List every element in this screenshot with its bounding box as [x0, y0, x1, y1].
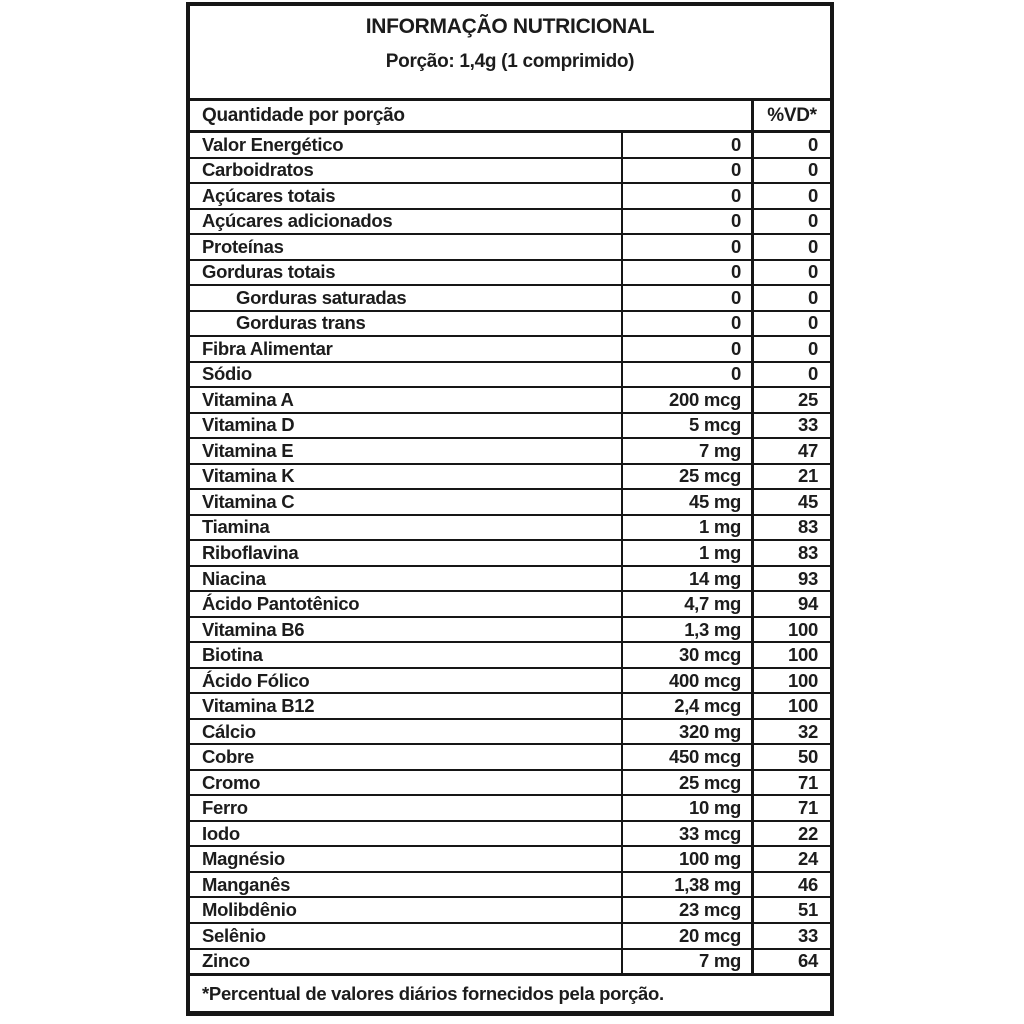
table-row — [190, 692, 830, 718]
table-row — [190, 233, 830, 259]
nutrient-daily-value: 100 — [751, 694, 830, 718]
nutrient-daily-value: 33 — [751, 414, 830, 438]
nutrient-daily-value: 0 — [751, 261, 830, 285]
table-row — [190, 794, 830, 820]
nutrient-daily-value: 32 — [751, 720, 830, 744]
nutrient-daily-value: 94 — [751, 592, 830, 616]
nutrient-amount: 5 mcg — [621, 414, 751, 438]
nutrient-daily-value: 0 — [751, 363, 830, 387]
nutrient-amount: 1,38 mg — [621, 873, 751, 897]
nutrient-name: Vitamina C — [202, 490, 295, 512]
nutrient-daily-value: 0 — [751, 210, 830, 234]
nutrient-daily-value: 50 — [751, 745, 830, 769]
table-row — [190, 157, 830, 183]
table-row — [190, 412, 830, 438]
nutrient-amount: 14 mg — [621, 567, 751, 591]
table-row — [190, 845, 830, 871]
nutrient-daily-value: 100 — [751, 618, 830, 642]
nutrient-amount: 2,4 mcg — [621, 694, 751, 718]
nutrient-amount: 23 mcg — [621, 898, 751, 922]
nutrient-name: Magnésio — [202, 848, 285, 870]
nutrient-daily-value: 0 — [751, 159, 830, 183]
nutrient-daily-value: 51 — [751, 898, 830, 922]
table-row — [190, 463, 830, 489]
nutrient-amount: 0 — [621, 286, 751, 310]
nutrient-daily-value: 0 — [751, 286, 830, 310]
nutrient-name: Cálcio — [202, 720, 256, 742]
nutrient-amount: 200 mcg — [621, 388, 751, 412]
nutrient-name: Ácido Fólico — [202, 669, 310, 691]
table-row — [190, 539, 830, 565]
nutrient-amount: 0 — [621, 337, 751, 361]
table-row — [190, 590, 830, 616]
table-row — [190, 284, 830, 310]
nutrient-daily-value: 93 — [751, 567, 830, 591]
nutrient-amount: 1,3 mg — [621, 618, 751, 642]
table-row — [190, 616, 830, 642]
nutrient-amount: 0 — [621, 184, 751, 208]
table-row — [190, 948, 830, 974]
column-header-quantity: Quantidade por porção — [202, 104, 405, 126]
nutrient-amount: 0 — [621, 312, 751, 336]
nutrient-name: Açúcares adicionados — [202, 210, 393, 232]
nutrient-daily-value: 83 — [751, 516, 830, 540]
nutrient-name: Cobre — [202, 746, 254, 768]
table-row — [190, 718, 830, 744]
nutrient-daily-value: 47 — [751, 439, 830, 463]
nutrient-daily-value: 71 — [751, 796, 830, 820]
table-row — [190, 565, 830, 591]
table-row — [190, 182, 830, 208]
nutrient-amount: 7 mg — [621, 950, 751, 974]
dv-footnote: *Percentual de valores diários fornecidos pela porção. — [190, 973, 830, 1011]
table-row — [190, 386, 830, 412]
nutrient-amount: 30 mcg — [621, 643, 751, 667]
nutrient-daily-value: 64 — [751, 950, 830, 974]
nutrient-daily-value: 0 — [751, 337, 830, 361]
nutrient-name: Iodo — [202, 822, 240, 844]
nutrient-name: Gorduras saturadas — [236, 286, 407, 308]
nutrient-amount: 0 — [621, 261, 751, 285]
table-row — [190, 437, 830, 463]
nutrient-amount: 0 — [621, 133, 751, 157]
nutrient-daily-value: 25 — [751, 388, 830, 412]
nutrient-name: Molibdênio — [202, 899, 297, 921]
nutrient-amount: 1 mg — [621, 541, 751, 565]
table-row — [190, 922, 830, 948]
nutrient-amount: 1 mg — [621, 516, 751, 540]
nutrient-daily-value: 83 — [751, 541, 830, 565]
table-row — [190, 820, 830, 846]
nutrient-name: Zinco — [202, 950, 250, 972]
nutrient-daily-value: 100 — [751, 643, 830, 667]
nutrition-facts-panel — [186, 2, 834, 1016]
nutrient-name: Açúcares totais — [202, 184, 336, 206]
nutrient-name: Vitamina A — [202, 388, 294, 410]
nutrient-name: Proteínas — [202, 235, 284, 257]
nutrient-daily-value: 46 — [751, 873, 830, 897]
nutrient-daily-value: 22 — [751, 822, 830, 846]
nutrient-daily-value: 21 — [751, 465, 830, 489]
table-row — [190, 259, 830, 285]
table-row — [190, 335, 830, 361]
nutrient-name: Biotina — [202, 644, 263, 666]
table-row — [190, 896, 830, 922]
nutrient-rows — [190, 133, 830, 973]
table-header-row — [190, 101, 830, 133]
nutrient-amount: 400 mcg — [621, 669, 751, 693]
nutrient-amount: 0 — [621, 235, 751, 259]
nutrient-name: Ácido Pantotênico — [202, 593, 360, 615]
nutrient-amount: 450 mcg — [621, 745, 751, 769]
nutrient-name: Gorduras totais — [202, 261, 336, 283]
nutrient-name: Fibra Alimentar — [202, 337, 333, 359]
nutrient-daily-value: 24 — [751, 847, 830, 871]
nutrient-amount: 100 mg — [621, 847, 751, 871]
nutrient-name: Vitamina B6 — [202, 618, 305, 640]
nutrient-daily-value: 0 — [751, 235, 830, 259]
nutrient-amount: 25 mcg — [621, 465, 751, 489]
nutrient-name: Niacina — [202, 567, 266, 589]
nutrient-name: Riboflavina — [202, 542, 299, 563]
title-block — [190, 6, 830, 101]
nutrient-daily-value: 71 — [751, 771, 830, 795]
nutrient-amount: 10 mg — [621, 796, 751, 820]
nutrient-amount: 0 — [621, 159, 751, 183]
nutrient-amount: 4,7 mg — [621, 592, 751, 616]
table-row — [190, 488, 830, 514]
nutrient-name: Cromo — [202, 771, 261, 793]
nutrient-name: Vitamina E — [202, 439, 294, 461]
table-row — [190, 743, 830, 769]
nutrient-amount: 0 — [621, 210, 751, 234]
nutrient-name: Selênio — [202, 924, 266, 946]
table-row — [190, 769, 830, 795]
nutrient-name: Vitamina K — [202, 465, 295, 487]
nutrient-name: Carboidratos — [202, 159, 314, 181]
nutrient-amount: 0 — [621, 363, 751, 387]
table-row — [190, 641, 830, 667]
nutrient-daily-value: 0 — [751, 312, 830, 336]
nutrient-daily-value: 33 — [751, 924, 830, 948]
nutrient-daily-value: 45 — [751, 490, 830, 514]
nutrition-label-title: INFORMAÇÃO NUTRICIONAL — [365, 15, 655, 38]
nutrient-name: Valor Energético — [202, 133, 344, 155]
column-header-dv: %VD* — [751, 101, 830, 130]
table-row — [190, 208, 830, 234]
table-row — [190, 310, 830, 336]
nutrient-name: Manganês — [202, 873, 291, 895]
table-row — [190, 133, 830, 157]
nutrient-daily-value: 0 — [751, 133, 830, 157]
nutrient-amount: 20 mcg — [621, 924, 751, 948]
nutrient-amount: 45 mg — [621, 490, 751, 514]
nutrient-amount: 33 mcg — [621, 822, 751, 846]
table-row — [190, 361, 830, 387]
nutrient-name: Vitamina B12 — [202, 695, 315, 717]
table-row — [190, 667, 830, 693]
serving-size-text: Porção: 1,4g (1 comprimido) — [385, 51, 635, 72]
nutrient-name: Vitamina D — [202, 414, 295, 436]
nutrient-name: Sódio — [202, 363, 252, 385]
table-row — [190, 514, 830, 540]
nutrient-amount: 320 mg — [621, 720, 751, 744]
nutrient-daily-value: 0 — [751, 184, 830, 208]
nutrient-name: Gorduras trans — [236, 312, 366, 334]
nutrient-daily-value: 100 — [751, 669, 830, 693]
nutrient-amount: 7 mg — [621, 439, 751, 463]
nutrient-name: Ferro — [202, 797, 248, 819]
nutrient-amount: 25 mcg — [621, 771, 751, 795]
table-row — [190, 871, 830, 897]
nutrient-name: Tiamina — [202, 516, 270, 538]
